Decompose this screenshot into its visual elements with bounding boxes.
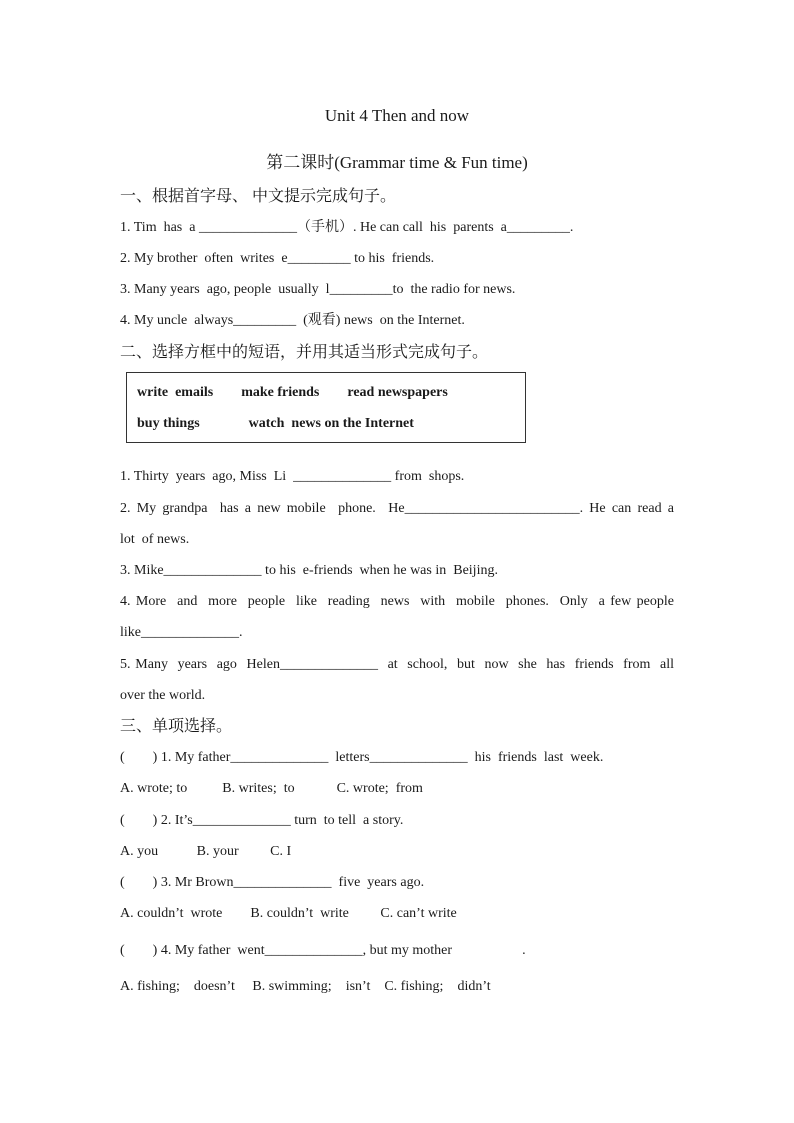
question-line: 2. My brother often writes e_________ to his friends. [120, 251, 435, 266]
phrase-box-row: write emails make friends read newspapers [137, 385, 448, 400]
question-line: 3. Many years ago, people usually l_________to the radio for news. [120, 282, 516, 297]
question-line: like______________. [120, 625, 243, 640]
question-line: lot of news. [120, 532, 190, 547]
options-line: A. wrote; to B. writes; to C. wrote; from [120, 781, 423, 796]
section3-heading: 三、单项选择。 [120, 718, 233, 735]
options-line: A. fishing; doesn’t B. swimming; isn’t C. fishing; didn’t [120, 979, 491, 994]
section2-heading: 二、选择方框中的短语，并用其适当形式完成句子。 [120, 344, 489, 361]
question-line: 5. Many years ago Helen______________ at school, but now she has friends from all [120, 657, 674, 672]
question-line: 4. My uncle always_________ (观看) news on the Internet. [120, 313, 465, 328]
question-line: 1. Tim has a ______________（手机）. He can call his parents a_________. [120, 220, 574, 235]
phrase-box-row: buy things watch news on the Internet [137, 416, 414, 431]
options-line: A. you B. your C. I [120, 844, 292, 859]
section1-heading: 一、根据首字母、 中文提示完成句子。 [120, 188, 397, 205]
question-line: ( ) 4. My father went______________, but my mother . [120, 943, 526, 958]
unit-title: Unit 4 Then and now [324, 106, 470, 125]
question-line: 2. My grandpa has a new mobile phone. He_________________________. He can read a [120, 501, 674, 516]
options-line: A. couldn’t wrote B. couldn’t write C. can’t write [120, 906, 457, 921]
phrase-box [126, 372, 526, 443]
lesson-subtitle: 第二课时(Grammar time & Fun time) [266, 153, 528, 172]
question-line: ( ) 1. My father______________ letters______________ his friends last week. [120, 750, 604, 765]
question-line: 3. Mike______________ to his e-friends when he was in Beijing. [120, 563, 498, 578]
question-line: 4. More and more people like reading news with mobile phones. Only a few people [120, 594, 674, 609]
question-line: over the world. [120, 688, 206, 703]
question-line: ( ) 3. Mr Brown______________ five years ago. [120, 875, 425, 890]
question-line: 1. Thirty years ago, Miss Li ______________ from shops. [120, 469, 465, 484]
question-line: ( ) 2. It’s______________ turn to tell a story. [120, 813, 404, 828]
